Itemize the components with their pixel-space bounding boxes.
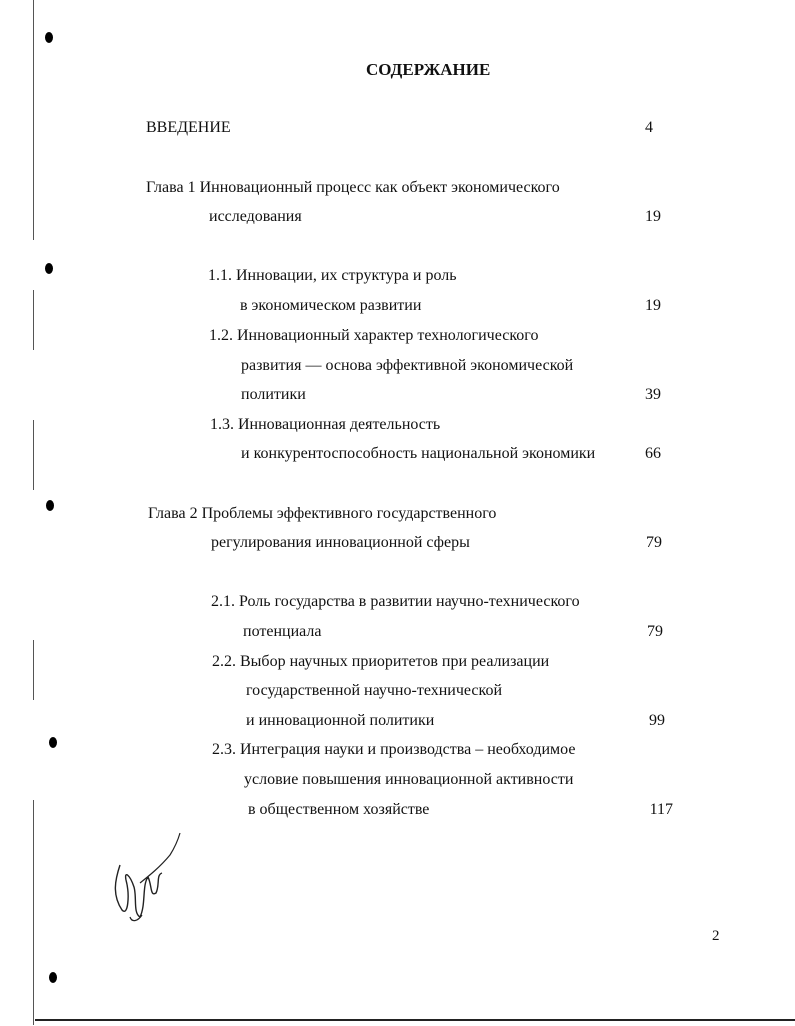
toc-section-2-3: 2.3. Интеграция науки и производства – необходимое [212,741,576,758]
toc-chapter-1-page: 19 [645,208,661,225]
toc-section-1-3-page: 66 [645,445,661,462]
toc-section-2-3-cont: в общественном хозяйстве [248,801,430,818]
toc-section-2-2-cont: и инновационной политики [246,712,435,729]
toc-section-1-3-cont: и конкурентоспособность национальной экономики [241,445,596,462]
scan-margin-line [33,420,34,490]
punch-hole [49,737,57,748]
toc-section-1-1: 1.1. Инновации, их структура и роль [208,267,457,284]
toc-section-2-2-page: 99 [649,712,665,729]
toc-section-2-2-cont: государственной научно-технической [246,682,502,699]
scan-margin-line [33,640,34,700]
toc-section-1-3: 1.3. Инновационная деятельность [210,416,441,433]
toc-intro-page: 4 [645,119,653,136]
toc-chapter-1-title: Глава 1 Инновационный процесс как объект экономического [146,179,560,196]
toc-section-2-3-page: 117 [649,801,673,818]
toc-section-1-1-page: 19 [645,297,661,314]
page-number: 2 [712,928,720,944]
punch-hole [45,263,53,274]
toc-chapter-2-title: Глава 2 Проблемы эффективного государственного [148,505,497,522]
toc-section-2-2: 2.2. Выбор научных приоритетов при реализации [212,653,550,670]
toc-chapter-1-title-cont: исследования [209,208,302,225]
scan-margin-line [33,290,34,350]
toc-section-2-1: 2.1. Роль государства в развитии научно-технического [211,593,580,610]
toc-section-2-3-cont: условие повышения инновационной активности [244,771,574,788]
toc-section-1-2: 1.2. Инновационный характер технологического [209,327,539,344]
punch-hole [46,500,54,511]
scan-margin-line [33,0,34,240]
toc-section-2-1-cont: потенциала [243,623,322,640]
toc-section-1-1-cont: в экономическом развитии [240,297,422,314]
toc-intro-label: ВВЕДЕНИЕ [146,119,231,136]
punch-hole [45,32,53,43]
toc-section-2-1-page: 79 [647,623,663,640]
toc-section-1-2-page: 39 [645,386,661,403]
page-title: СОДЕРЖАНИЕ [366,60,491,79]
toc-section-1-2-cont: политики [241,386,306,403]
toc-chapter-2-page: 79 [646,534,662,551]
toc-section-1-2-cont: развития — основа эффективной экономической [241,357,574,374]
handwritten-signature [100,825,190,925]
scan-bottom-line [35,1019,795,1021]
toc-chapter-2-title-cont: регулирования инновационной сферы [211,534,470,551]
punch-hole [49,972,57,983]
scan-margin-line [33,800,34,1025]
